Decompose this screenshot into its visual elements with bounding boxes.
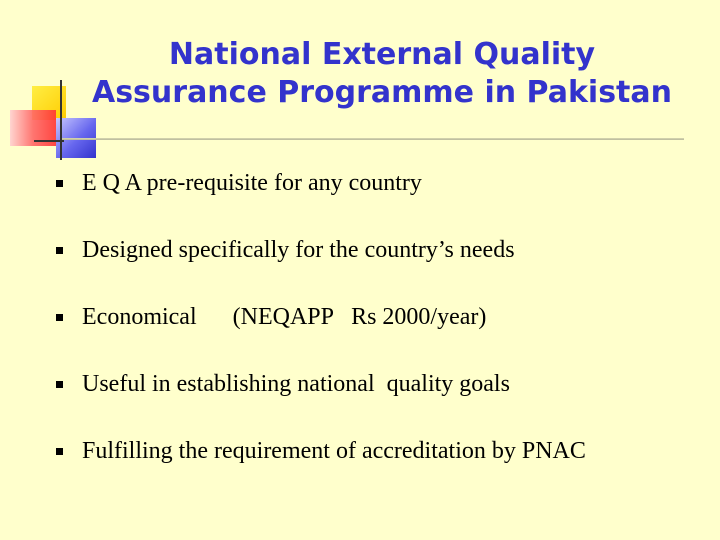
bullet-item xyxy=(0,296,720,336)
bullet-square-icon xyxy=(56,381,63,388)
bullet-square-icon xyxy=(56,247,63,254)
bullet-item xyxy=(0,430,720,470)
slide-title-line-2: Assurance Programme in Pakistan xyxy=(91,75,673,110)
slide-title-line-1: National External Quality xyxy=(168,37,596,72)
decorative-short-line xyxy=(34,140,64,142)
bullet-text: Fulfilling the requirement of accreditation by PNAC xyxy=(82,438,586,464)
bullet-square-icon xyxy=(56,448,63,455)
bullet-text: Economical (NEQAPP Rs 2000/year) xyxy=(82,304,487,330)
title-divider-line xyxy=(62,138,684,140)
bullet-item xyxy=(0,162,720,202)
bullet-text: Designed specifically for the country’s needs xyxy=(82,237,515,263)
bullet-text: E Q A pre-requisite for any country xyxy=(82,170,422,196)
bullet-square-icon xyxy=(56,314,63,321)
bullet-text: Useful in establishing national quality goals xyxy=(82,371,510,397)
bullet-item xyxy=(0,363,720,403)
bullet-square-icon xyxy=(56,180,63,187)
bullet-item xyxy=(0,229,720,269)
slide-title xyxy=(62,36,702,112)
